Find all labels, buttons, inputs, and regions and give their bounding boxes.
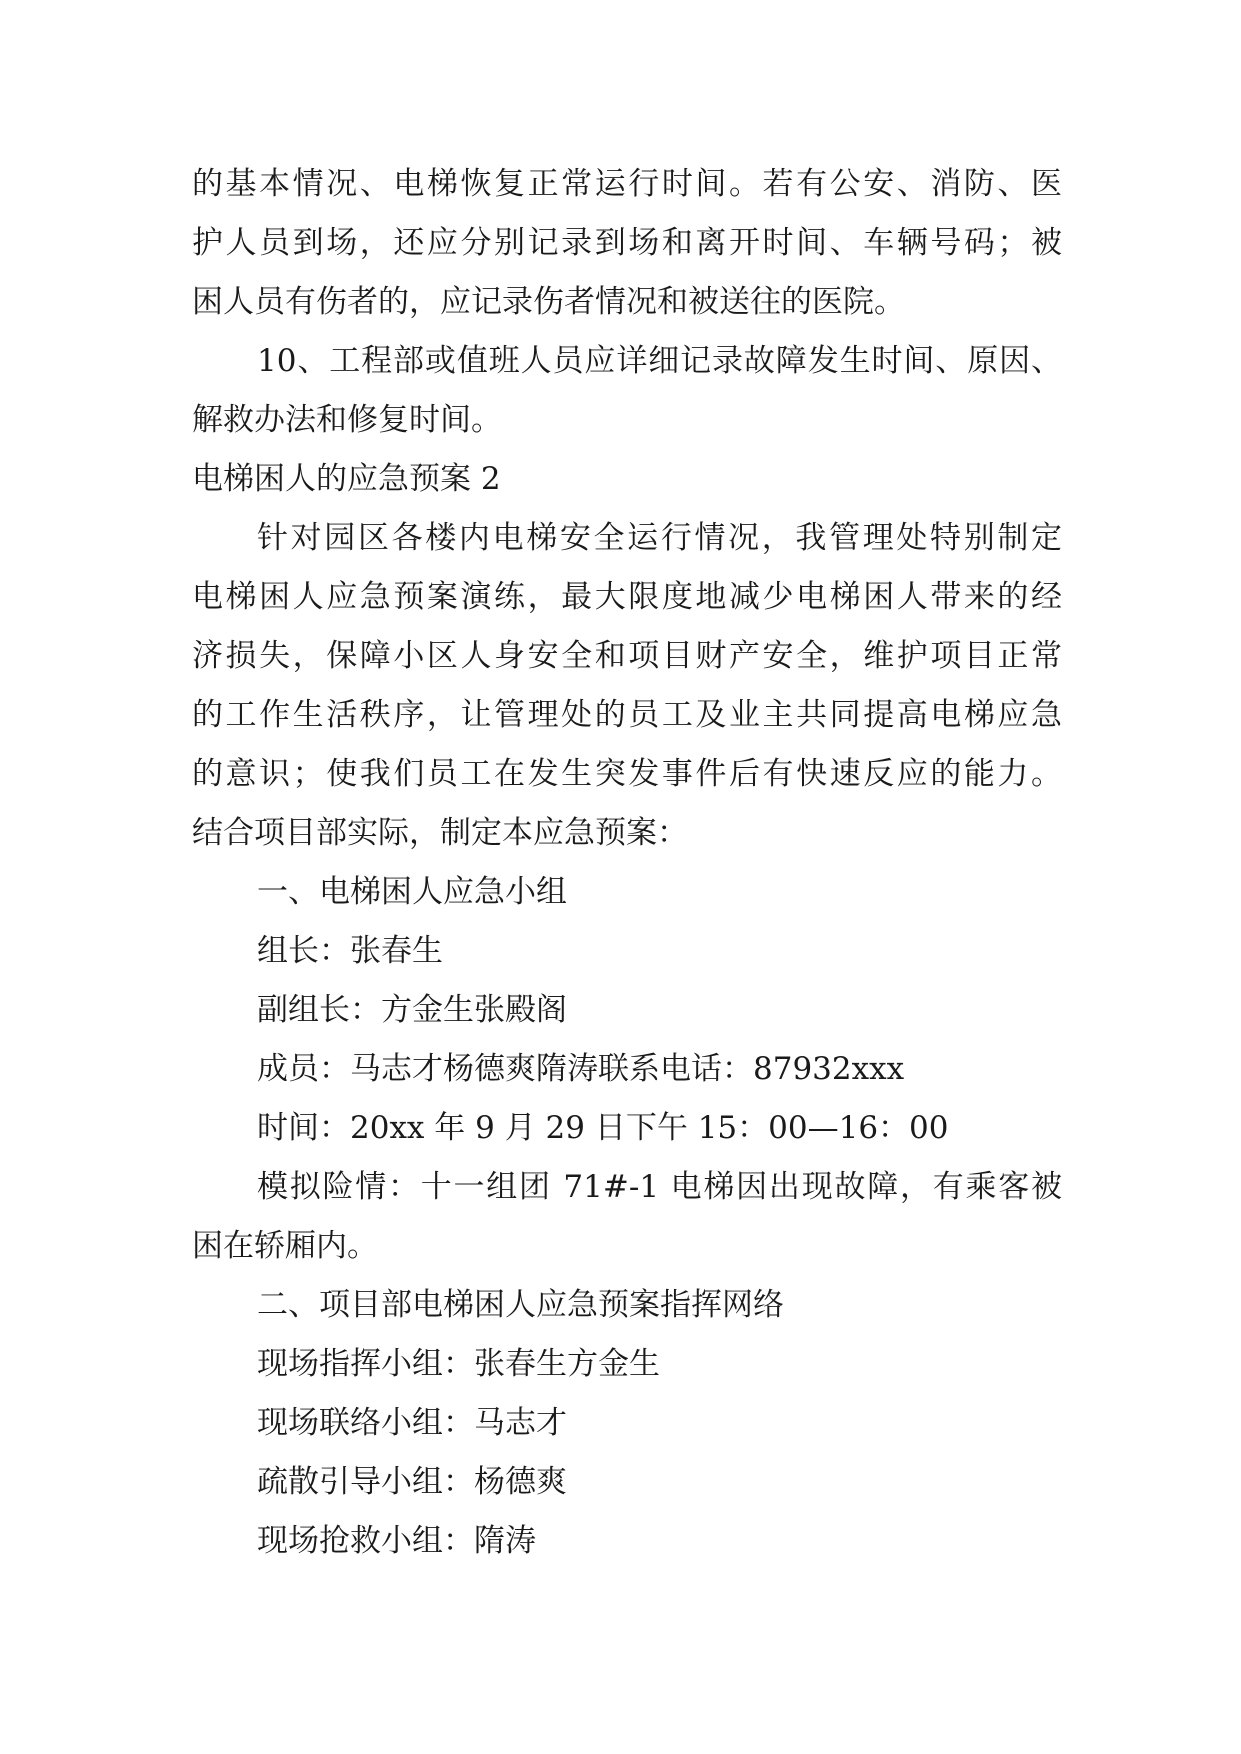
text-line: 针对园区各楼内电梯安全运行情况，我管理处特别制定 xyxy=(257,520,1062,556)
text-line: 副组长：方金生张殿阁 xyxy=(257,992,567,1028)
text-line: 现场抢救小组：隋涛 xyxy=(257,1523,536,1559)
text-line: 电梯困人应急预案演练，最大限度地减少电梯困人带来的经 xyxy=(192,579,1062,615)
text-line: 的意识；使我们员工在发生突发事件后有快速反应的能力。 xyxy=(192,756,1062,792)
text-line: 疏散引导小组：杨德爽 xyxy=(257,1464,567,1500)
section-heading: 电梯困人的应急预案 2 xyxy=(192,461,501,497)
text-line: 组长：张春生 xyxy=(257,933,443,969)
text-line: 困在轿厢内。 xyxy=(192,1228,378,1264)
text-line: 济损失，保障小区人身安全和项目财产安全，维护项目正常 xyxy=(192,638,1062,674)
text-line: 护人员到场，还应分别记录到场和离开时间、车辆号码；被 xyxy=(192,225,1062,261)
text-line: 10、工程部或值班人员应详细记录故障发生时间、原因、 xyxy=(257,343,1062,379)
text-line: 的工作生活秩序，让管理处的员工及业主共同提高电梯应急 xyxy=(192,697,1062,733)
text-line: 结合项目部实际，制定本应急预案： xyxy=(192,815,688,851)
text-line: 二、项目部电梯困人应急预案指挥网络 xyxy=(257,1287,784,1323)
text-line: 一、电梯困人应急小组 xyxy=(257,874,567,910)
text-line: 现场指挥小组：张春生方金生 xyxy=(257,1346,660,1382)
text-line: 模拟险情：十一组团 71#-1 电梯因出现故障，有乘客被 xyxy=(257,1169,1062,1205)
text-line: 现场联络小组：马志才 xyxy=(257,1405,567,1441)
text-line: 成员：马志才杨德爽隋涛联系电话：87932xxx xyxy=(257,1051,905,1087)
text-line: 时间：20xx 年 9 月 29 日下午 15：00—16：00 xyxy=(257,1110,949,1146)
text-line: 困人员有伤者的，应记录伤者情况和被送往的医院。 xyxy=(192,284,905,320)
text-line: 解救办法和修复时间。 xyxy=(192,402,502,438)
text-line: 的基本情况、电梯恢复正常运行时间。若有公安、消防、医 xyxy=(192,166,1062,202)
